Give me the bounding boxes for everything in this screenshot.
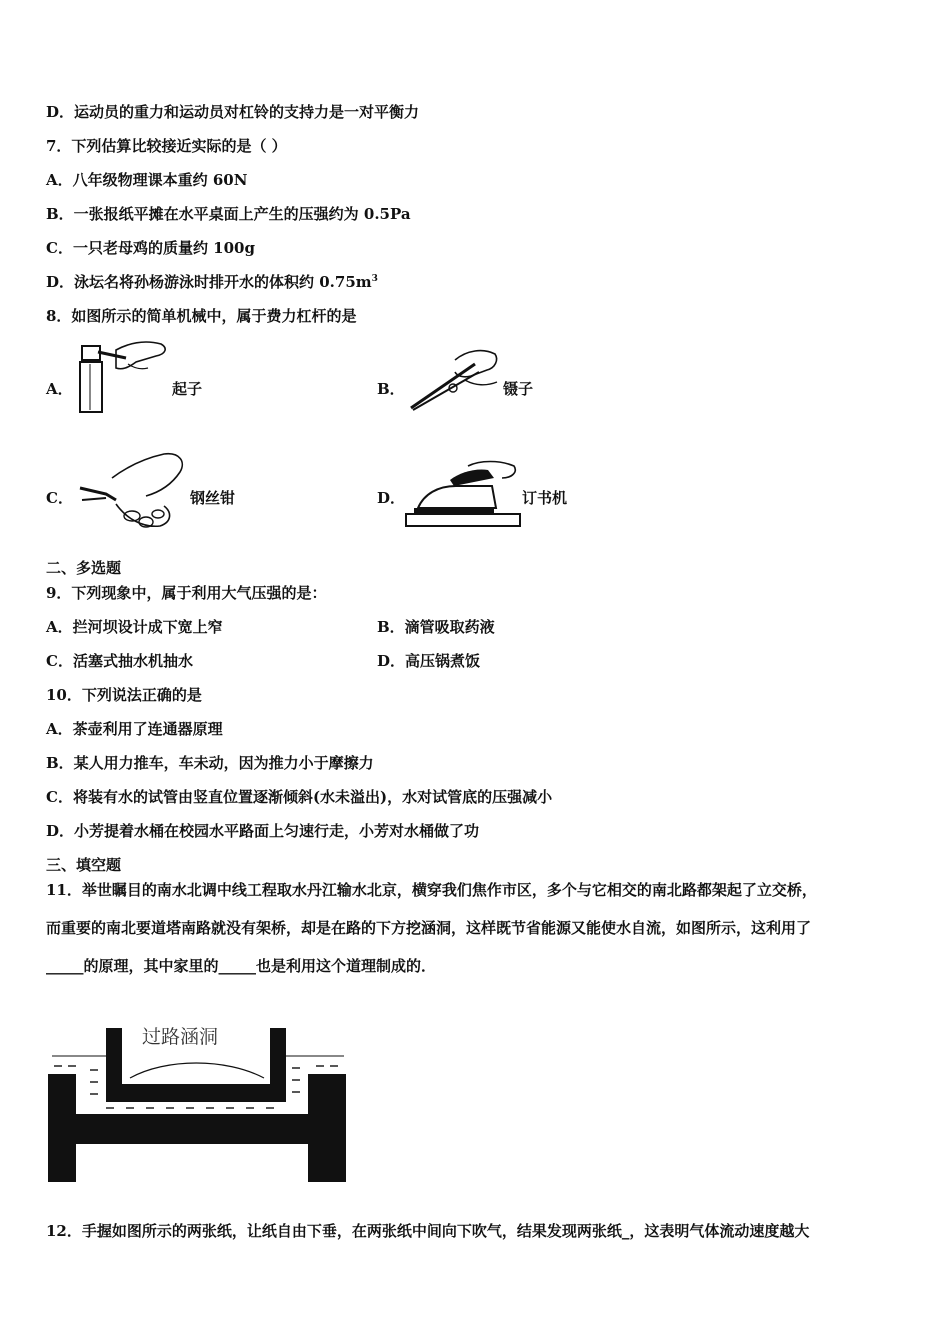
bottle-opener-icon bbox=[76, 340, 172, 414]
q10-option-a: A．茶壶利用了连通器原理 bbox=[46, 720, 223, 738]
q10-option-b: B．某人用力推车，车未动，因为推力小于摩擦力 bbox=[46, 754, 374, 772]
q11-line-3: _____的原理，其中家里的_____也是利用这个道理制成的． bbox=[46, 957, 437, 975]
q12-line-1: 12．手握如图所示的两张纸，让纸自由下垂，在两张纸中间向下吹气，结果发现两张纸_，这表明气体流动速度越大 bbox=[46, 1222, 810, 1240]
q8-option-b-letter: B． bbox=[377, 380, 405, 398]
q7-option-d: D．泳坛名将孙杨游泳时排开水的体积约 $0.75m^3$ bbox=[46, 273, 378, 291]
tweezers-icon bbox=[405, 346, 501, 414]
q9-stem: 9．下列现象中，属于利用大气压强的是： bbox=[46, 584, 327, 602]
q10-stem: 10．下列说法正确的是 bbox=[46, 686, 202, 704]
q10-option-c: C．将装有水的试管由竖直位置逐渐倾斜(水未溢出)，水对试管底的压强减小 bbox=[46, 788, 553, 806]
culvert-diagram bbox=[46, 1018, 350, 1186]
q9-option-d: D．高压锅煮饭 bbox=[377, 652, 481, 670]
q8-option-d-letter: D． bbox=[377, 489, 406, 507]
q8-option-d-caption: 订书机 bbox=[522, 489, 568, 507]
q6-option-d: D．运动员的重力和运动员对杠铃的支持力是一对平衡力 bbox=[46, 103, 420, 121]
q7-option-c: C．一只老母鸡的质量约 100g bbox=[46, 239, 255, 257]
section-2-heading: 二、多选题 bbox=[46, 559, 122, 577]
q7-option-b: B．一张报纸平摊在水平桌面上产生的压强约为 0.5Pa bbox=[46, 205, 411, 223]
q11-line-1: 11．举世瞩目的南水北调中线工程取水丹江输水北京，横穿我们焦作市区，多个与它相交的南北路都架起了立交桥， bbox=[46, 881, 817, 899]
q7-stem: 7．下列估算比较接近实际的是（ ） bbox=[46, 137, 287, 155]
q9-option-a: A．拦河坝设计成下宽上窄 bbox=[46, 618, 223, 636]
q8-option-c-letter: C． bbox=[46, 489, 73, 507]
q8-option-a-letter: A． bbox=[46, 380, 73, 398]
q11-line-2: 而重要的南北要道塔南路就没有架桥，却是在路的下方挖涵洞，这样既节省能源又能使水自流，如图所示，这利用了 bbox=[46, 919, 812, 937]
q7-option-a: A．八年级物理课本重约 60N bbox=[46, 171, 248, 189]
section-3-heading: 三、填空题 bbox=[46, 856, 122, 874]
culvert-label: 过路涵洞 bbox=[142, 1026, 219, 1048]
q8-option-b-caption: 镊子 bbox=[503, 380, 534, 398]
pliers-icon bbox=[76, 448, 190, 534]
q8-option-c-caption: 钢丝钳 bbox=[190, 489, 236, 507]
stapler-icon bbox=[404, 456, 522, 532]
q9-option-c: C．活塞式抽水机抽水 bbox=[46, 652, 193, 670]
q9-option-b: B．滴管吸取药液 bbox=[377, 618, 495, 636]
q8-option-a-caption: 起子 bbox=[172, 380, 203, 398]
q8-stem: 8．如图所示的简单机械中，属于费力杠杆的是 bbox=[46, 307, 357, 325]
q10-option-d: D．小芳提着水桶在校园水平路面上匀速行走，小芳对水桶做了功 bbox=[46, 822, 480, 840]
